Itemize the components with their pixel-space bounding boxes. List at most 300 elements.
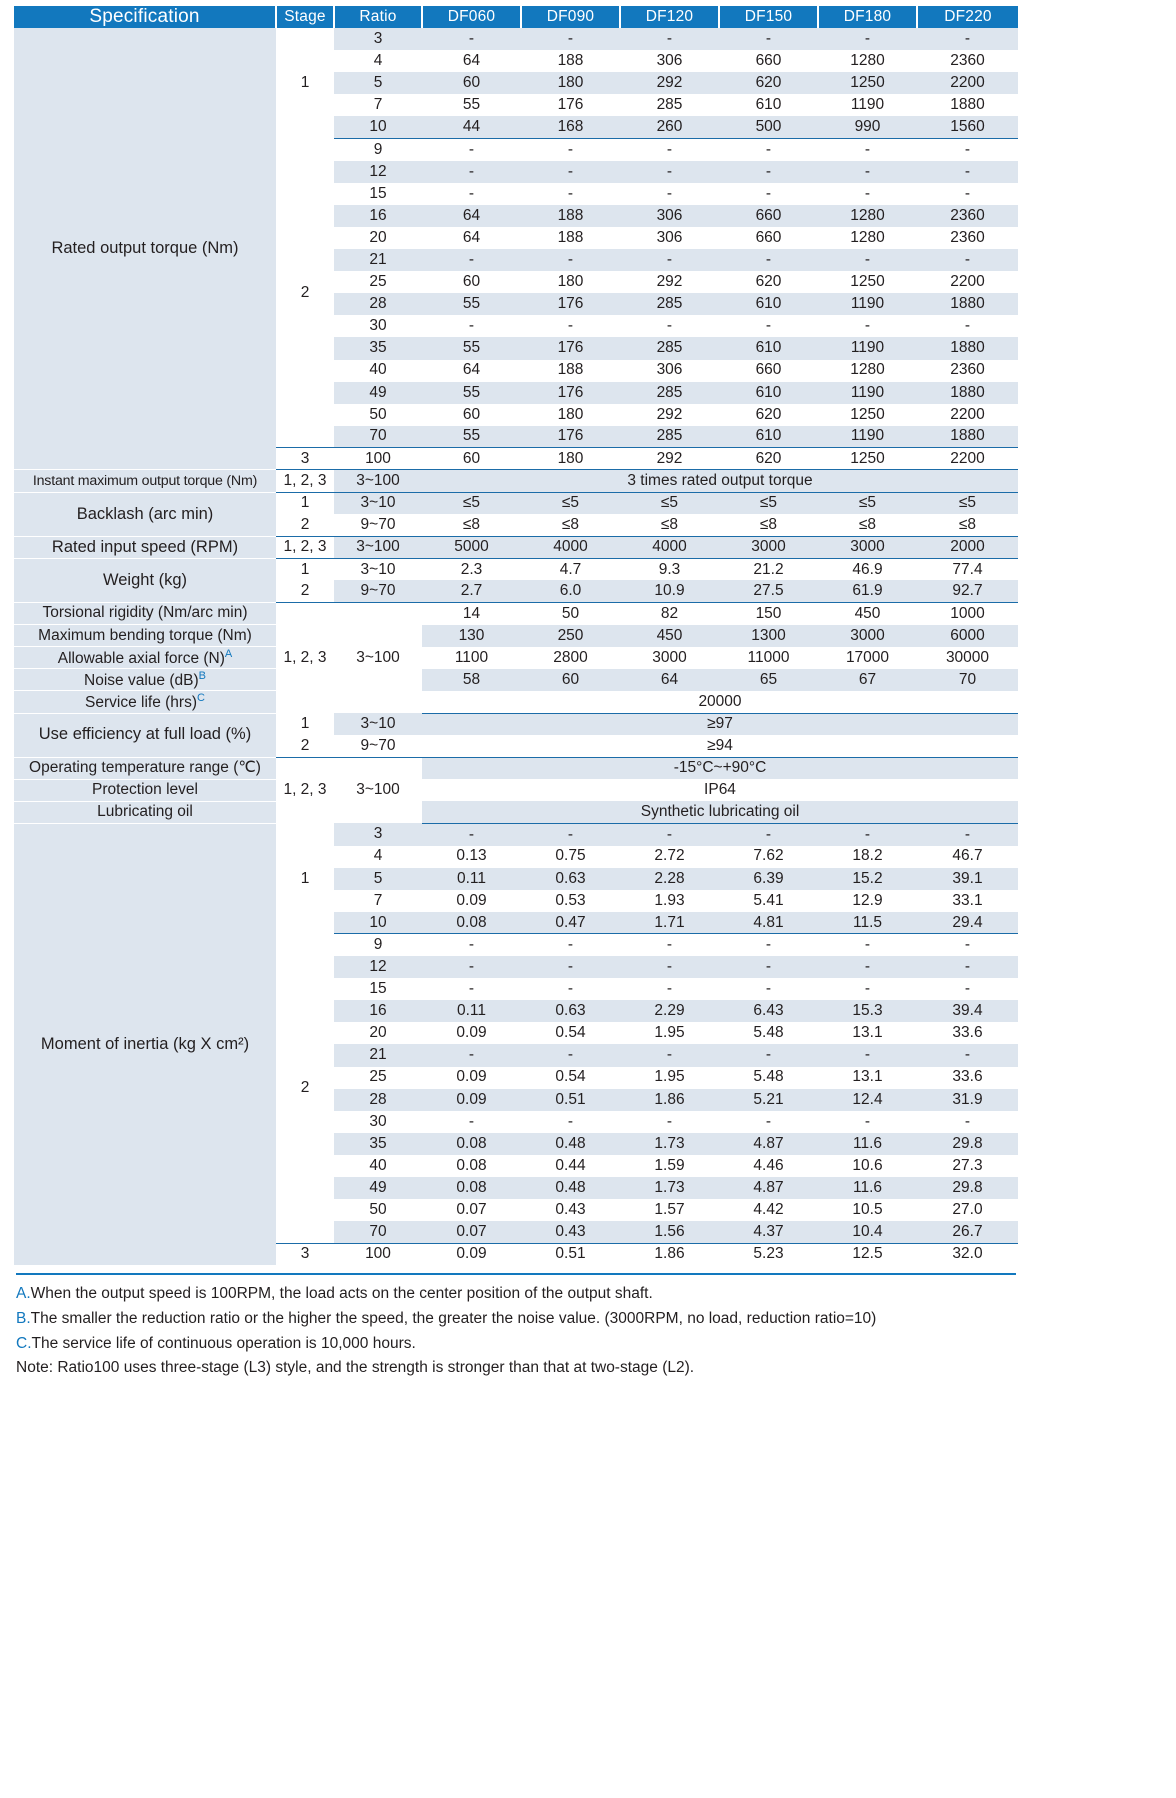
cell-value: - [422,934,521,956]
span-value: ≥97 [422,713,1018,735]
row-label: Noise value (dB)$^B$ [14,669,276,691]
ratio-cell: 15 [334,978,422,1000]
cell-value: - [620,823,719,845]
cell-value: - [917,183,1018,205]
cell-value: 12.9 [818,890,917,912]
table-row [14,713,1018,735]
cell-value: 0.08 [422,1155,521,1177]
ratio-cell: 3~10 [334,713,422,735]
cell-value: 55 [422,337,521,359]
stage-cell: 1 [276,558,334,580]
cell-value: 610 [719,382,818,404]
cell-value: 3000 [818,625,917,647]
cell-value: - [917,978,1018,1000]
cell-value: - [620,249,719,271]
cell-value: 4.42 [719,1199,818,1221]
cell-value: 1190 [818,426,917,448]
cell-value: 27.5 [719,580,818,602]
cell-value: 2.28 [620,868,719,890]
ratio-cell: 10 [334,912,422,934]
cell-value: 55 [422,293,521,315]
cell-value: 1880 [917,293,1018,315]
cell-value: 9.3 [620,558,719,580]
cell-value: 292 [620,404,719,426]
footnotes [16,1273,1016,1378]
cell-value: 64 [422,227,521,249]
cell-value: 0.51 [521,1089,620,1111]
table-row [14,28,1018,50]
cell-value: 5.21 [719,1089,818,1111]
cell-value: 26.7 [917,1221,1018,1243]
column-header-df090: DF090 [521,6,620,28]
cell-value: ≤8 [521,514,620,536]
cell-value: ≤5 [719,492,818,514]
footnote-marker: C [197,691,205,704]
cell-value: 0.09 [422,1022,521,1044]
cell-value: 450 [620,625,719,647]
cell-value: - [818,139,917,161]
footnote-b [16,1309,1016,1329]
cell-value: 130 [422,625,521,647]
cell-value: - [620,28,719,50]
table-row [14,801,1018,823]
cell-value: 306 [620,50,719,72]
stage-cell: 1, 2, 3 [276,603,334,713]
cell-value: 1.73 [620,1177,719,1199]
cell-value: 1.56 [620,1221,719,1243]
cell-value: - [620,139,719,161]
cell-value: ≤8 [620,514,719,536]
table-row [14,647,1018,669]
column-header-df060: DF060 [422,6,521,28]
cell-value: 1.95 [620,1022,719,1044]
cell-value: - [620,956,719,978]
cell-value: 1.93 [620,890,719,912]
cell-value: 1250 [818,404,917,426]
cell-value: 10.6 [818,1155,917,1177]
footnote-marker: B [198,669,206,682]
cell-value: 285 [620,94,719,116]
cell-value: ≤5 [422,492,521,514]
cell-value: 306 [620,360,719,382]
ratio-cell: 70 [334,426,422,448]
ratio-cell: 49 [334,1177,422,1199]
cell-value: 11.5 [818,912,917,934]
ratio-cell: 16 [334,205,422,227]
row-label-use-efficiency: Use efficiency at full load (%) [14,713,276,757]
cell-value: - [917,161,1018,183]
cell-value: 60 [422,271,521,293]
table-row [14,691,1018,713]
cell-value: - [818,315,917,337]
cell-value: 60 [422,448,521,470]
cell-value: 5.48 [719,1022,818,1044]
cell-value: - [917,249,1018,271]
ratio-cell: 3 [334,28,422,50]
ratio-cell: 3~100 [334,603,422,713]
cell-value: - [422,139,521,161]
cell-value: - [521,183,620,205]
cell-value: 620 [719,404,818,426]
cell-value: 2.29 [620,1000,719,1022]
cell-value: - [917,934,1018,956]
cell-value: 6.0 [521,580,620,602]
cell-value: 285 [620,337,719,359]
cell-value: 1190 [818,94,917,116]
ratio-cell: 25 [334,1067,422,1089]
cell-value: 6000 [917,625,1018,647]
table-row [14,625,1018,647]
table-row [14,492,1018,514]
cell-value: 55 [422,426,521,448]
cell-value: - [818,956,917,978]
cell-value: 1250 [818,271,917,293]
cell-value: - [917,139,1018,161]
row-label-weight: Weight (kg) [14,558,276,602]
cell-value: 660 [719,50,818,72]
row-label-rated-output-torque: Rated output torque (Nm) [14,28,276,470]
stage-cell: 2 [276,934,334,1243]
cell-value: 188 [521,360,620,382]
cell-value: 1880 [917,94,1018,116]
cell-value: 0.48 [521,1177,620,1199]
cell-value: - [719,956,818,978]
cell-value: 13.1 [818,1067,917,1089]
cell-value: - [521,161,620,183]
footnote-a-text: When the output speed is 100RPM, the load acts on the center position of the output shaft. [30,1284,653,1302]
cell-value: - [719,978,818,1000]
cell-value: - [818,249,917,271]
cell-value: 29.8 [917,1177,1018,1199]
ratio-cell: 28 [334,293,422,315]
column-header-stage: Stage [276,6,334,28]
cell-value: - [521,956,620,978]
cell-value: 2000 [917,536,1018,558]
ratio-cell: 3 [334,823,422,845]
cell-value: 1.73 [620,1133,719,1155]
cell-value: 1280 [818,205,917,227]
cell-value: 0.11 [422,868,521,890]
cell-value: ≤5 [521,492,620,514]
ratio-cell: 28 [334,1089,422,1111]
header-row [14,6,1018,28]
cell-value: - [422,161,521,183]
row-label-moment-of-inertia: Moment of inertia (kg X cm²) [14,823,276,1265]
cell-value: - [422,956,521,978]
stage-cell: 1 [276,492,334,514]
cell-value: 3000 [818,536,917,558]
cell-value: 176 [521,337,620,359]
row-label-instant-max-torque: Instant maximum output torque (Nm) [14,470,276,492]
cell-value: 292 [620,72,719,94]
cell-value: 660 [719,227,818,249]
ratio-cell: 40 [334,1155,422,1177]
cell-value: 0.08 [422,1133,521,1155]
cell-value: - [719,161,818,183]
footnote-c-marker: C. [16,1334,32,1352]
ratio-cell: 3~100 [334,757,422,823]
stage-cell: 1, 2, 3 [276,536,334,558]
cell-value: 0.09 [422,1243,521,1265]
cell-value: 30000 [917,647,1018,669]
cell-value: 2.7 [422,580,521,602]
cell-value: - [818,978,917,1000]
footnote-note-text: Note: Ratio100 uses three-stage (L3) style, and the strength is stronger than that at two-stage (L2). [16,1359,695,1377]
cell-value: 176 [521,293,620,315]
cell-value: - [818,934,917,956]
table-row [14,669,1018,691]
row-label: Protection level [14,779,276,801]
ratio-cell: 10 [334,116,422,138]
cell-value: - [620,934,719,956]
ratio-cell: 9~70 [334,514,422,536]
cell-value: - [620,978,719,1000]
cell-value: - [917,956,1018,978]
cell-value: 58 [422,669,521,691]
cell-value: 188 [521,227,620,249]
cell-value: 306 [620,227,719,249]
cell-value: - [422,183,521,205]
cell-value: 610 [719,337,818,359]
ratio-cell: 21 [334,249,422,271]
ratio-cell: 30 [334,1111,422,1133]
cell-value: - [818,1111,917,1133]
cell-value: 5.48 [719,1067,818,1089]
cell-value: 55 [422,382,521,404]
stage-cell: 1, 2, 3 [276,470,334,492]
cell-value: 0.08 [422,912,521,934]
ratio-cell: 20 [334,1022,422,1044]
cell-value: 1280 [818,227,917,249]
cell-value: 44 [422,116,521,138]
cell-value: 306 [620,205,719,227]
table-row [14,536,1018,558]
cell-value: ≤8 [818,514,917,536]
cell-value: 2360 [917,360,1018,382]
cell-value: 82 [620,603,719,625]
cell-value: 180 [521,271,620,293]
cell-value: - [620,1044,719,1066]
cell-value: - [917,315,1018,337]
table-body [14,28,1018,1265]
cell-value: 1280 [818,360,917,382]
footnote-c [16,1334,1016,1354]
cell-value: - [917,1044,1018,1066]
ratio-cell: 7 [334,890,422,912]
cell-value: 6.43 [719,1000,818,1022]
cell-value: ≤5 [917,492,1018,514]
cell-value: 2200 [917,271,1018,293]
cell-value: 0.63 [521,1000,620,1022]
cell-value: - [818,1044,917,1066]
stage-cell: 1 [276,28,334,138]
cell-value: 2360 [917,50,1018,72]
span-value: 20000 [422,691,1018,713]
cell-value: 11.6 [818,1133,917,1155]
ratio-cell: 35 [334,337,422,359]
ratio-cell: 30 [334,315,422,337]
footnote-b-text: The smaller the reduction ratio or the higher the speed, the greater the noise value. (3000RPM, no load, reduction ratio=10) [30,1309,877,1327]
gearbox-specification-table [14,6,1018,1266]
cell-value: - [818,823,917,845]
stage-cell: 3 [276,448,334,470]
cell-value: - [719,823,818,845]
cell-value: 0.54 [521,1022,620,1044]
footnote-marker: A [224,647,233,660]
cell-value: 60 [422,72,521,94]
column-header-specification: Specification [14,6,276,28]
row-label: Operating temperature range (℃) [14,757,276,779]
cell-value: 1.86 [620,1089,719,1111]
cell-value: 67 [818,669,917,691]
stage-cell: 3 [276,1243,334,1265]
cell-value: 660 [719,205,818,227]
cell-value: 1300 [719,625,818,647]
table-row [14,757,1018,779]
cell-value: - [521,1044,620,1066]
cell-value: ≤5 [620,492,719,514]
cell-value: - [917,1111,1018,1133]
cell-value: 27.3 [917,1155,1018,1177]
cell-value: 285 [620,382,719,404]
ratio-cell: 15 [334,183,422,205]
cell-value: 1250 [818,72,917,94]
cell-value: 29.4 [917,912,1018,934]
cell-value: 1560 [917,116,1018,138]
cell-value: 0.07 [422,1221,521,1243]
column-header-df180: DF180 [818,6,917,28]
cell-value: - [521,28,620,50]
cell-value: 64 [620,669,719,691]
cell-value: 60 [422,404,521,426]
stage-cell: 2 [276,735,334,757]
ratio-cell: 3~10 [334,492,422,514]
cell-value: 1190 [818,293,917,315]
ratio-cell: 50 [334,1199,422,1221]
cell-value: ≤8 [917,514,1018,536]
cell-value: - [620,1111,719,1133]
cell-value: 0.44 [521,1155,620,1177]
cell-value: - [422,1111,521,1133]
table-row [14,779,1018,801]
cell-value: - [521,139,620,161]
cell-value: 5.41 [719,890,818,912]
stage-cell: 1, 2, 3 [276,757,334,823]
row-label: Torsional rigidity (Nm/arc min) [14,603,276,625]
cell-value: 2.72 [620,846,719,868]
cell-value: - [521,934,620,956]
cell-value: 610 [719,293,818,315]
cell-value: 55 [422,94,521,116]
cell-value: 0.43 [521,1221,620,1243]
row-label: Maximum bending torque (Nm) [14,625,276,647]
cell-value: 92.7 [917,580,1018,602]
ratio-cell: 7 [334,94,422,116]
cell-value: 450 [818,603,917,625]
cell-value: 0.75 [521,846,620,868]
cell-value: 4.7 [521,558,620,580]
cell-value: 14 [422,603,521,625]
cell-value: - [620,183,719,205]
stage-cell: 1 [276,713,334,735]
cell-value: 11.6 [818,1177,917,1199]
ratio-cell: 20 [334,227,422,249]
cell-value: 1190 [818,382,917,404]
cell-value: 2200 [917,404,1018,426]
ratio-cell: 3~100 [334,470,422,492]
cell-value: 4.46 [719,1155,818,1177]
cell-value: 4.81 [719,912,818,934]
ratio-cell: 9~70 [334,580,422,602]
cell-value: 292 [620,271,719,293]
cell-value: 15.2 [818,868,917,890]
cell-value: 4.87 [719,1133,818,1155]
cell-value: 150 [719,603,818,625]
table-row [14,823,1018,845]
cell-value: 64 [422,360,521,382]
cell-value: 39.1 [917,868,1018,890]
cell-value: 5000 [422,536,521,558]
cell-value: 1.57 [620,1199,719,1221]
table-row [14,603,1018,625]
stage-cell: 2 [276,514,334,536]
ratio-cell: 9~70 [334,735,422,757]
cell-value: 0.13 [422,846,521,868]
cell-value: 620 [719,448,818,470]
cell-value: 15.3 [818,1000,917,1022]
cell-value: - [818,28,917,50]
cell-value: 5.23 [719,1243,818,1265]
cell-value: 660 [719,360,818,382]
cell-value: 33.6 [917,1022,1018,1044]
cell-value: 2800 [521,647,620,669]
cell-value: 180 [521,448,620,470]
stage-cell: 1 [276,823,334,933]
cell-value: - [620,161,719,183]
span-value: IP64 [422,779,1018,801]
cell-value: ≤5 [818,492,917,514]
cell-value: - [719,183,818,205]
cell-value: - [422,315,521,337]
cell-value: 2200 [917,72,1018,94]
cell-value: 0.07 [422,1199,521,1221]
cell-value: 610 [719,426,818,448]
cell-value: 1100 [422,647,521,669]
cell-value: 10.4 [818,1221,917,1243]
cell-value: 0.09 [422,1067,521,1089]
row-label-backlash: Backlash (arc min) [14,492,276,536]
ratio-cell: 5 [334,868,422,890]
row-label-rated-input-speed: Rated input speed (RPM) [14,536,276,558]
cell-value: 29.8 [917,1133,1018,1155]
cell-value: 3000 [620,647,719,669]
cell-value: 10.9 [620,580,719,602]
cell-value: 64 [422,50,521,72]
cell-value: 17000 [818,647,917,669]
cell-value: 70 [917,669,1018,691]
ratio-cell: 25 [334,271,422,293]
table-row [14,470,1018,492]
cell-value: 6.39 [719,868,818,890]
row-label-service-life: Service life (hrs)$^C$ [14,691,276,713]
cell-value: - [719,1111,818,1133]
ratio-cell: 3~100 [334,536,422,558]
ratio-cell: 70 [334,1221,422,1243]
cell-value: 0.51 [521,1243,620,1265]
stage-cell: 2 [276,580,334,602]
cell-value: - [818,183,917,205]
cell-value: 0.53 [521,890,620,912]
